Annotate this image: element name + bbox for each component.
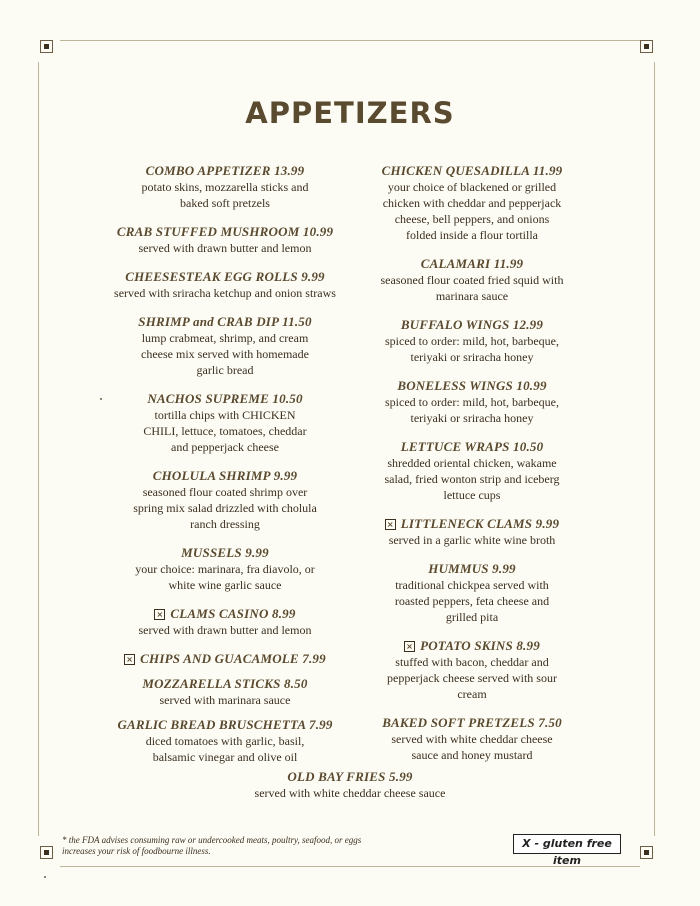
menu-item-description: tortilla chips with CHICKEN (154, 408, 296, 422)
menu-item-description: stuffed with bacon, cheddar and (395, 655, 549, 669)
menu-item-description: chicken with cheddar and pepperjack (382, 196, 562, 210)
menu-item-description: served in a garlic white wine broth (388, 533, 556, 547)
menu-item-boneless-wings (362, 377, 582, 426)
menu-item-name-text: MUSSELS 9.99 (181, 545, 269, 560)
menu-item-name (90, 467, 360, 484)
menu-item-name (90, 716, 360, 733)
menu-item-name (90, 544, 360, 561)
menu-item-name-text: GARLIC BREAD BRUSCHETTA 7.99 (117, 717, 333, 732)
menu-item-description: baked soft pretzels (180, 196, 270, 210)
menu-item-name-text: SHRIMP and CRAB DIP 11.50 (138, 314, 312, 329)
menu-item-description: pepperjack cheese served with sour (387, 671, 557, 685)
menu-item-description: spiced to order: mild, hot, barbeque, (385, 395, 559, 409)
corner-ornament-bottom-right (640, 846, 653, 859)
menu-item-description: roasted peppers, feta cheese and (394, 594, 550, 608)
menu-item-name-text: CHICKEN QUESADILLA 11.99 (381, 163, 563, 178)
menu-item-name-text: BONELESS WINGS 10.99 (397, 378, 547, 393)
menu-item-nachos-supreme (90, 390, 360, 455)
menu-item-name (362, 377, 582, 394)
menu-item-description: lettuce cups (443, 488, 501, 502)
menu-item-description: traditional chickpea served with (395, 578, 549, 592)
menu-item-baked-soft-pretzels (362, 714, 582, 763)
menu-item-crab-stuffed-mushroom (90, 223, 360, 256)
menu-item-mozzarella-sticks (90, 675, 360, 708)
menu-item-description: cheese mix served with homemade (141, 347, 309, 361)
menu-item-description: served with marinara sauce (159, 693, 291, 707)
fda-footnote (62, 835, 442, 857)
stray-mark (44, 876, 46, 878)
menu-item-description: spring mix salad drizzled with cholula (133, 501, 317, 515)
menu-item-old-bay-fries (0, 768, 700, 801)
menu-item-name-text: LETTUCE WRAPS 10.50 (400, 439, 544, 454)
menu-item-name-text: POTATO SKINS 8.99 (420, 638, 540, 653)
menu-item-description: salad, fried wonton strip and iceberg (384, 472, 560, 486)
menu-item-mussels (90, 544, 360, 593)
frame-top-rule (60, 40, 640, 41)
menu-item-description: lump crabmeat, shrimp, and cream (141, 331, 309, 345)
corner-ornament-top-left (40, 40, 53, 53)
menu-item-chicken-quesadilla (362, 162, 582, 243)
menu-item-description: served with drawn butter and lemon (138, 623, 312, 637)
menu-item-name: OLD BAY FRIES 5.99 (287, 769, 413, 784)
menu-item-calamari (362, 255, 582, 304)
footnote-line: increases your risk of foodbourne illness. (62, 846, 211, 856)
menu-item-description: sauce and honey mustard (411, 748, 533, 762)
menu-item-description: seasoned flour coated shrimp over (142, 485, 308, 499)
menu-item-shrimp-and-crab-dip (90, 313, 360, 378)
menu-item-description: cream (457, 687, 487, 701)
menu-item-name (362, 255, 582, 272)
menu-item-name (362, 438, 582, 455)
menu-item-name-text: COMBO APPETIZER 13.99 (145, 163, 305, 178)
menu-item-name-text: NACHOS SUPREME 10.50 (147, 391, 303, 406)
menu-item-name-text: HUMMUS 9.99 (428, 561, 516, 576)
right-menu-column (362, 150, 582, 763)
left-menu-column (90, 150, 360, 765)
menu-item-description: seasoned flour coated fried squid with (380, 273, 564, 287)
menu-item-description: served with drawn butter and lemon (138, 241, 312, 255)
menu-item-name (90, 390, 360, 407)
menu-item-description: garlic bread (196, 363, 254, 377)
menu-item-potato-skins (362, 637, 582, 702)
menu-item-description: served with white cheddar cheese sauce (254, 786, 446, 800)
menu-item-lettuce-wraps (362, 438, 582, 503)
menu-item-description: cheese, bell peppers, and onions (394, 212, 550, 226)
menu-item-name-text: BAKED SOFT PRETZELS 7.50 (382, 715, 562, 730)
menu-item-name-text: CLAMS CASINO 8.99 (170, 606, 296, 621)
menu-item-name (90, 650, 360, 667)
menu-item-clams-casino (90, 605, 360, 638)
menu-item-name (90, 675, 360, 692)
menu-item-description: served with sriracha ketchup and onion straws (114, 286, 336, 300)
menu-item-description: marinara sauce (435, 289, 509, 303)
gluten-free-icon: × (385, 519, 396, 530)
menu-item-description: grilled pita (445, 610, 499, 624)
corner-ornament-top-right (640, 40, 653, 53)
menu-item-name (90, 223, 360, 240)
menu-item-description: teriyaki or sriracha honey (410, 411, 534, 425)
menu-item-name (362, 162, 582, 179)
frame-right-rule (654, 62, 655, 836)
gluten-free-icon: × (404, 641, 415, 652)
menu-item-name-text: MOZZARELLA STICKS 8.50 (142, 676, 308, 691)
menu-item-name (362, 316, 582, 333)
menu-item-name-text: CHIPS AND GUACAMOLE 7.99 (140, 651, 326, 666)
menu-item-name-text: CALAMARI 11.99 (420, 256, 524, 271)
page-title: APPETIZERS (245, 96, 455, 130)
menu-item-description: diced tomatoes with garlic, basil, (145, 734, 305, 748)
gluten-free-icon: × (154, 609, 165, 620)
menu-item-cholula-shrimp (90, 467, 360, 532)
menu-item-description: and pepperjack cheese (171, 440, 279, 454)
menu-item-name (90, 313, 360, 330)
menu-item-description: ranch dressing (190, 517, 260, 531)
menu-item-description: balsamic vinegar and olive oil (152, 750, 298, 764)
menu-item-description: served with white cheddar cheese (391, 732, 553, 746)
menu-item-combo-appetizer (90, 162, 360, 211)
menu-item-name-text: CHOLULA SHRIMP 9.99 (152, 468, 298, 483)
menu-item-name (362, 560, 582, 577)
menu-item-description: spiced to order: mild, hot, barbeque, (385, 334, 559, 348)
menu-item-description: your choice of blackened or grilled (387, 180, 557, 194)
menu-item-description: potato skins, mozzarella sticks and (141, 180, 309, 194)
menu-item-description: folded inside a flour tortilla (406, 228, 538, 242)
menu-item-chips-and-guacamole (90, 650, 360, 667)
menu-item-name (362, 714, 582, 731)
menu-item-name (90, 605, 360, 622)
menu-item-description: shredded oriental chicken, wakame (387, 456, 557, 470)
footnote-line: * the FDA advises consuming raw or undercooked meats, poultry, seafood, or eggs (62, 835, 362, 845)
menu-item-description: CHILI, lettuce, tomatoes, cheddar (143, 424, 307, 438)
menu-item-hummus (362, 560, 582, 625)
menu-item-littleneck-clams (362, 515, 582, 548)
menu-item-name (362, 515, 582, 532)
menu-item-name-text: CHEESESTEAK EGG ROLLS 9.99 (125, 269, 325, 284)
menu-item-description: teriyaki or sriracha honey (410, 350, 534, 364)
menu-item-name-text: LITTLENECK CLAMS 9.99 (400, 516, 560, 531)
menu-item-garlic-bread-bruschetta (90, 716, 360, 765)
menu-item-name (362, 637, 582, 654)
menu-item-name-text: BUFFALO WINGS 12.99 (400, 317, 544, 332)
menu-item-description: white wine garlic sauce (168, 578, 282, 592)
menu-item-name (90, 268, 360, 285)
menu-item-description: your choice: marinara, fra diavolo, or (135, 562, 315, 576)
frame-left-rule (38, 62, 39, 836)
corner-ornament-bottom-left (40, 846, 53, 859)
gluten-free-legend: X - gluten free item (513, 834, 621, 854)
menu-item-name-text: CRAB STUFFED MUSHROOM 10.99 (116, 224, 334, 239)
menu-item-name (90, 162, 360, 179)
menu-item-cheesesteak-egg-rolls (90, 268, 360, 301)
menu-item-buffalo-wings (362, 316, 582, 365)
gluten-free-icon: × (124, 654, 135, 665)
